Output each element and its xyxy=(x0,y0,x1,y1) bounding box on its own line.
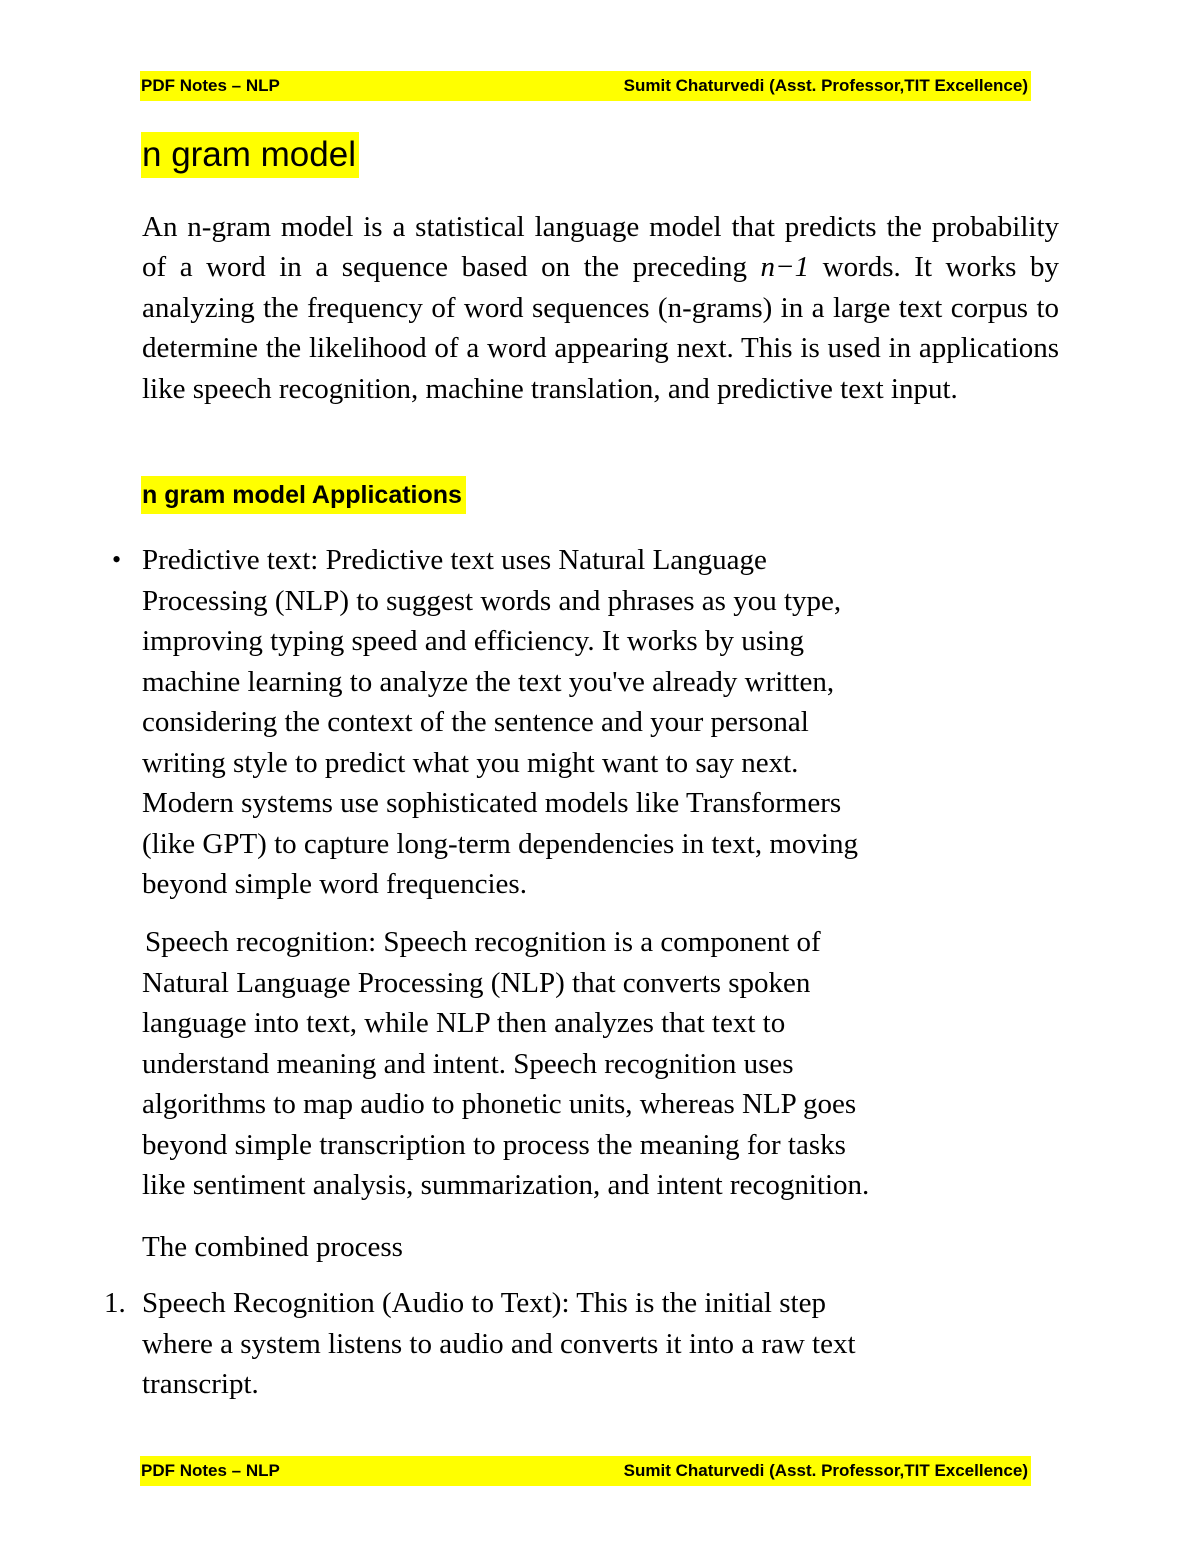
footer-right-text: Sumit Chaturvedi (Asst. Professor,TIT Excellence) xyxy=(623,1461,1028,1480)
text-line: Processing (NLP) to suggest words and phrases as you type, xyxy=(142,584,842,617)
page-title: n gram model xyxy=(141,132,359,178)
text-line: considering the context of the sentence and your personal xyxy=(142,706,809,738)
text-line: Natural Language Processing (NLP) that converts spoken xyxy=(142,966,811,999)
page-header xyxy=(140,71,1031,101)
text-line: language into text, while NLP then analyzes that text to xyxy=(142,1007,786,1039)
text-line: machine learning to analyze the text you've already written, xyxy=(142,665,835,698)
text-line: improving typing speed and efficiency. It works by using xyxy=(142,625,805,657)
text-line: like sentiment analysis, summarization, and intent recognition. xyxy=(142,1169,870,1201)
page-footer xyxy=(140,1456,1031,1486)
text-line: beyond simple word frequencies. xyxy=(142,868,527,900)
text-line: The combined process xyxy=(142,1231,403,1263)
intro-paragraph xyxy=(142,207,1059,409)
step-speech-recognition xyxy=(142,1283,856,1405)
text-line: writing style to predict what you might want to say next. xyxy=(142,746,799,779)
bullet-marker: • xyxy=(112,545,122,574)
text-line: Predictive text: Predictive text uses Natural Language xyxy=(142,544,767,576)
text-line: Speech recognition: Speech recognition is a component of xyxy=(145,926,821,958)
footer-left-text: PDF Notes – NLP xyxy=(141,1461,280,1480)
text-line: transcript. xyxy=(142,1368,259,1400)
text-line: beyond simple transcription to process the meaning for tasks xyxy=(142,1128,846,1161)
text-line: Modern systems use sophisticated models like Transformers xyxy=(142,787,842,819)
intro-math-expression: n−1 xyxy=(760,251,810,284)
header-left-text: PDF Notes – NLP xyxy=(141,76,280,95)
text-line: where a system listens to audio and converts it into a raw text xyxy=(142,1327,856,1360)
text-line: understand meaning and intent. Speech recognition uses xyxy=(142,1047,794,1080)
text-line: Speech Recognition (Audio to Text): This is the initial step xyxy=(142,1287,826,1319)
application-predictive-text xyxy=(142,540,858,905)
section-heading-applications: n gram model Applications xyxy=(141,476,466,514)
step-number: 1. xyxy=(104,1287,126,1319)
header-right-text: Sumit Chaturvedi (Asst. Professor,TIT Excellence) xyxy=(623,76,1028,95)
intro-text-end: words. It works by analyzing the frequency of word sequences (n-grams) in a large text corpus to determine the likelihood of a word appearing next. This is used in applications like speech recognition, machine translation, and predictive text input. xyxy=(142,251,1059,405)
application-speech-recognition xyxy=(142,922,870,1206)
combined-process-heading xyxy=(142,1227,403,1268)
intro-text-start: An n-gram model is a statistical language model that predicts the probability of a word in a sequence based on the preceding xyxy=(142,211,1059,284)
text-line: algorithms to map audio to phonetic units, whereas NLP goes xyxy=(142,1088,857,1120)
text-line: (like GPT) to capture long-term dependencies in text, moving xyxy=(142,827,858,860)
